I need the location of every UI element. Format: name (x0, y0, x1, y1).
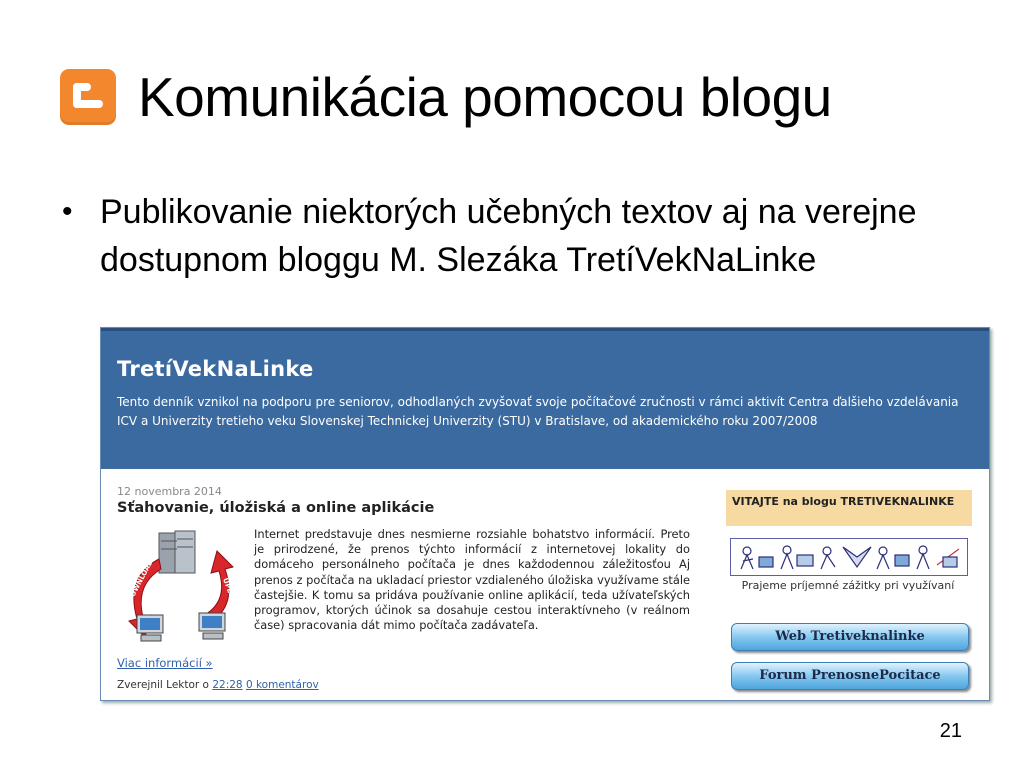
sidebar-caption: Prajeme príjemné zážitky pri využívaní (741, 579, 955, 592)
blog-name[interactable]: TretíVekNaLinke (117, 357, 314, 381)
download-upload-illustration (119, 529, 244, 649)
page-number: 21 (939, 720, 962, 742)
post-text: Internet predstavuje dnes nesmierne rozsiahle bohatstvo informácií. Preto je prirodzené, že prenos týchto informácií z internetovej lokality do domáceho personálneho počítača je dnes každodennou záležitosťou Aj prenos z počítača na ukladací priestor vzdialeného úložiska využívame stále častejšie. K tomu sa pridáva používanie online aplikácií, teda užívateľských programov, ktorých účinok sa dosahuje cestou interaktívneho (v reálnom čase) spracovania dát mimo počítača zadávateľa. (254, 527, 690, 633)
sidebar-welcome: VITAJTE na blogu TRETIVEKNALINKE (726, 490, 972, 526)
post-title[interactable]: Sťahovanie, úložiská a online aplikácie (117, 500, 435, 516)
blog-description: Tento denník vznikol na podporu pre seniorov, odhodlaných zvyšovať svoje počítačové zručnosti v rámci aktivít Centra ďalšieho vzdelávania ICV a Univerzity tretieho veku Slovenskej Technickej Univerzity (STU) v Bratislave, od akademického roku 2007/2008 (117, 395, 959, 428)
server-icon (159, 531, 195, 573)
forum-prenosnepocitace-button[interactable]: Forum PrenosnePocitace (731, 662, 969, 690)
post-date: 12 novembra 2014 (117, 485, 222, 498)
bullet-text: Publikovanie niektorých učebných textov aj na verejne dostupnom bloggu M. Slezáka TretíVekNaLinke (100, 193, 917, 279)
download-label: DOWNLOAD (125, 558, 155, 604)
blog-body (101, 469, 989, 700)
web-tretiveknalinke-button[interactable]: Web Tretiveknalinke (731, 623, 969, 651)
slide-title-row (60, 62, 832, 132)
post-footer (117, 679, 319, 691)
seniors-banner-image (730, 538, 968, 576)
comments-link[interactable]: 0 komentárov (245, 679, 319, 691)
post-author: Zverejnil Lektor o (117, 679, 209, 691)
computer-right-icon (199, 613, 225, 639)
post-time-link[interactable]: 22:28 (212, 679, 243, 691)
read-more-link[interactable]: Viac informácií » (117, 656, 213, 670)
upload-label: UPLOAD (221, 576, 240, 610)
slide-title: Komunikácia pomocou blogu (138, 66, 832, 128)
blog-screenshot (100, 327, 990, 701)
computer-left-icon (137, 615, 163, 641)
bullet-dot-icon: • (62, 195, 73, 228)
blog-header (101, 331, 989, 469)
blogger-logo-icon (60, 69, 116, 125)
bullet-item (62, 188, 942, 284)
